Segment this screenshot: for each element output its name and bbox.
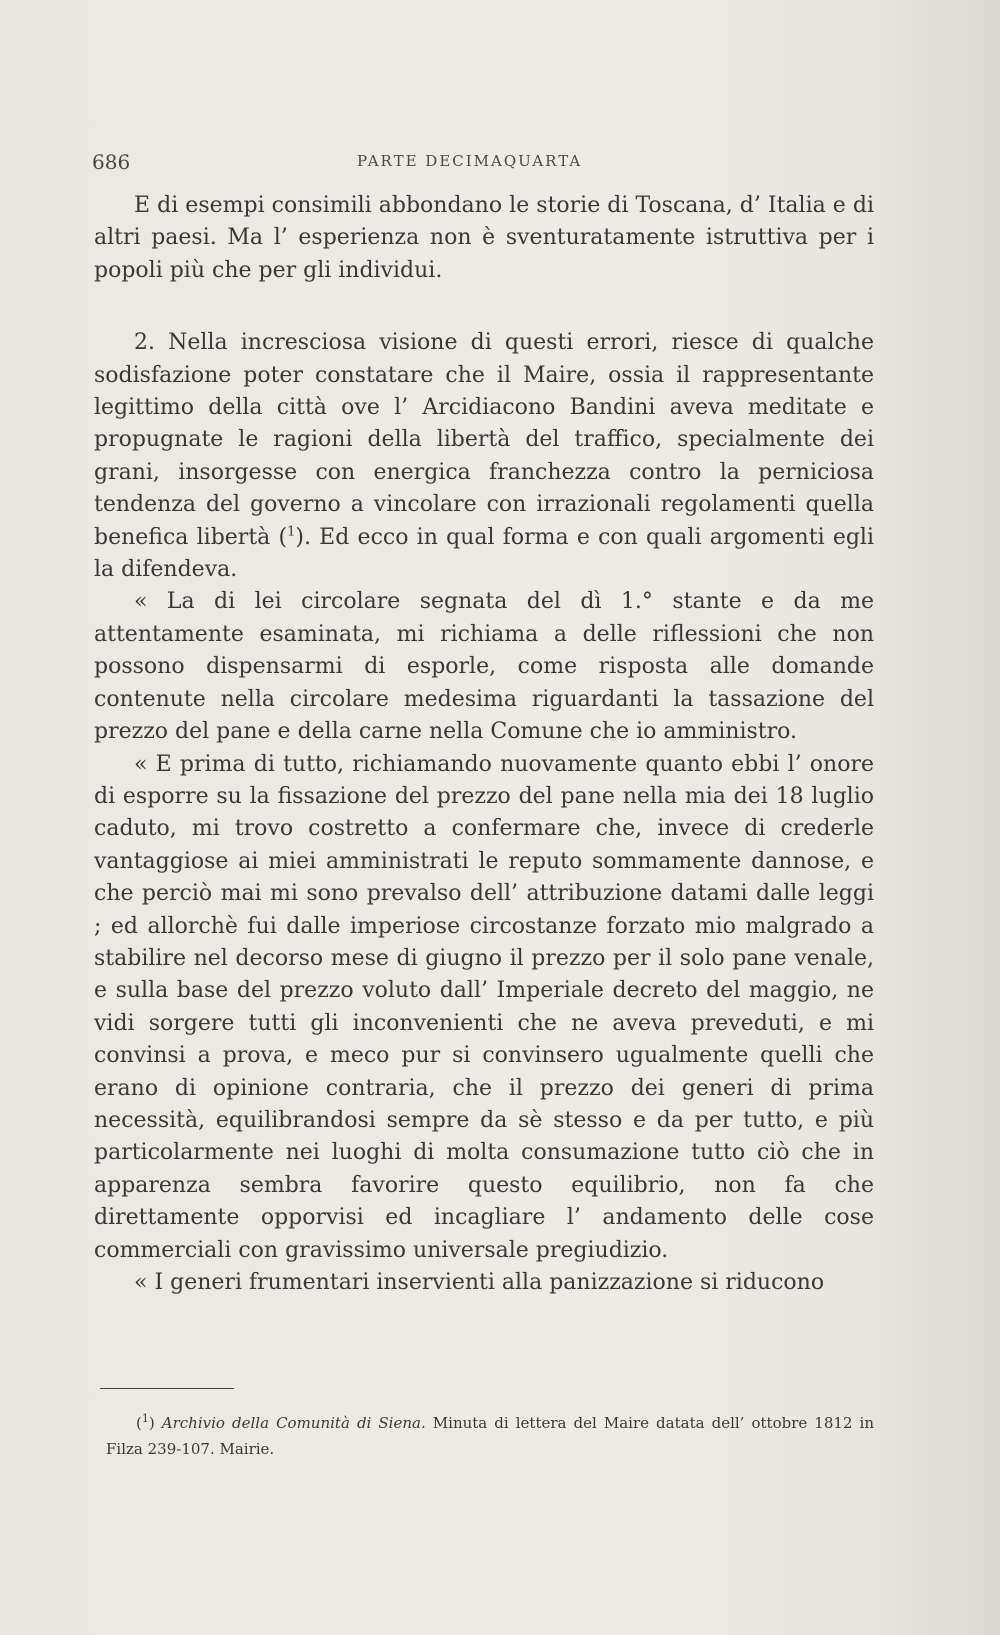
- footnote-divider: [100, 1388, 234, 1389]
- footnote-label: 1: [141, 1412, 149, 1425]
- running-head: [92, 150, 872, 176]
- footnote: [106, 1410, 874, 1462]
- page-number: 686: [92, 150, 131, 174]
- footnote-reference[interactable]: 1: [287, 524, 296, 540]
- section-title: PARTE DECIMAQUARTA: [357, 152, 583, 170]
- paragraph-2-text-end: ). Ed ecco in qual forma e con quali argomenti egli la difendeva.: [94, 524, 874, 583]
- paragraph-2-text: 2. Nella incresciosa visione di questi errori, riesce di qualche sodisfazione poter constatare che il Maire, ossia il rappresentante legittimo della città ove l’ Arcidiacono Bandini aveva meditate e propugnate le ragioni della libertà del traffico, specialmente dei grani, insorgesse con energica franchezza contro la perniciosa tendenza del governo a vincolare con irrazionali regolamenti quella benefica libertà (: [94, 330, 874, 550]
- paragraph-5: « I generi frumentari inservienti alla panizzazione si riducono: [134, 1270, 825, 1295]
- paragraph-4: « E prima di tutto, richiamando nuovamente quanto ebbi l’ onore di esporre su la fissazione del prezzo del pane nella mia dei 18 luglio caduto, mi trovo costretto a confermare che, invece di crederle vantaggiose ai miei amministrati le reputo sommamente dannose, e che perciò mai mi sono prevalso dell’ attribuzione datami dalle leggi ; ed allorchè fui dalle imperiose circostanze forzato mio malgrado a stabilire nel decorso mese di giugno il prezzo per il solo pane venale, e sulla base del prezzo voluto dall’ Imperiale decreto del maggio, ne vidi sorgere tutti gli inconvenienti che ne aveva preveduti, e mi convinsi a prova, e meco pur si convinsero ugualmente quelli che erano di opinione contraria, che il prezzo dei generi di prima necessità, equilibrandosi sempre da sè stesso e da per tutto, e più particolarmente nei luoghi di molta consumazione tutto ciò che in apparenza sembra favorire questo equilibrio, non fa che direttamente opporvisi ed incagliare l’ andamento delle cose commerciali con gravissimo universale pregiudizio.: [94, 751, 874, 1263]
- footnote-text: Minuta di lettera del Maire datata dell’ ottobre 1812 in Filza 239-107. Mairie.: [106, 1414, 874, 1458]
- footnote-source: Archivio della Comunità di Siena.: [161, 1414, 426, 1432]
- paragraph-2: [94, 327, 874, 586]
- paragraph-1: E di esempi consimili abbondano le storie di Toscana, d’ Italia e di altri paesi. Ma l’ esperienza non è sventuratamente istruttiva per i popoli più che per gli individui.: [94, 193, 874, 283]
- footnote-label-close: ): [148, 1414, 155, 1432]
- body-text: [94, 190, 874, 1299]
- paragraph-3: « La di lei circolare segnata del dì 1.° stante e da me attentamente esaminata, mi richiama a delle riflessioni che non possono dispensarmi di esporle, come risposta alle domande contenute nella circolare medesima riguardanti la tassazione del prezzo del pane e della carne nella Comune che io amministro.: [94, 589, 874, 745]
- footnote-label-open: (: [136, 1414, 142, 1432]
